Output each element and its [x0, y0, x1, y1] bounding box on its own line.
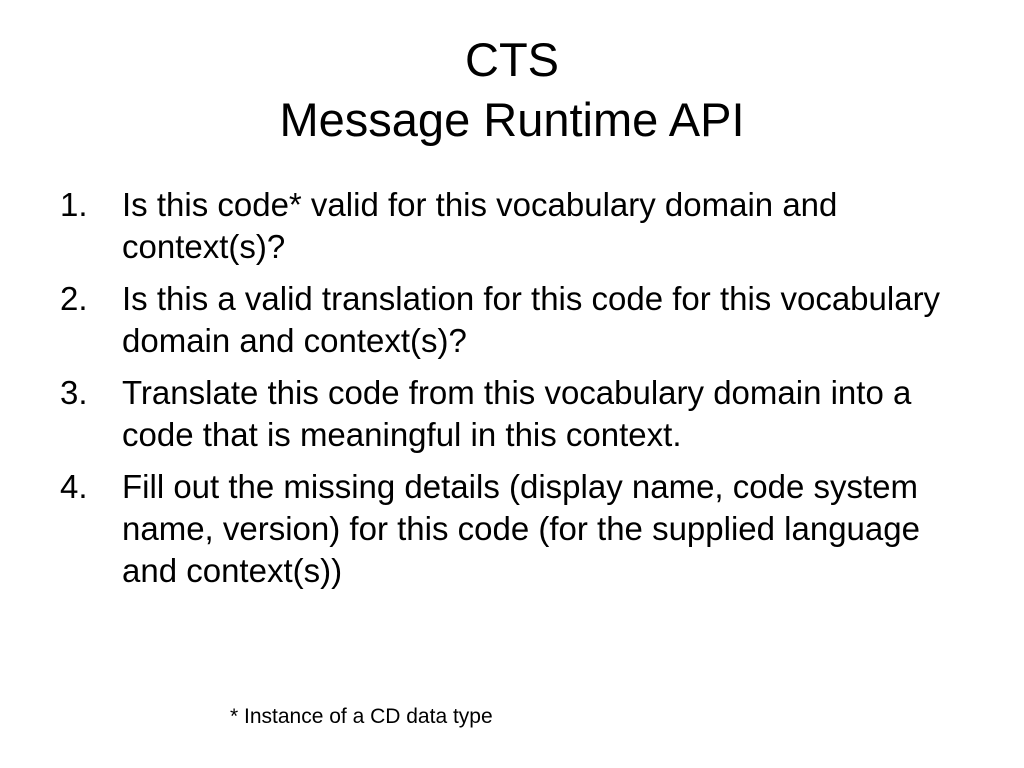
numbered-list: [60, 184, 980, 602]
list-item-text: Fill out the missing details (display name, code system name, version) for this code (for the supplied language and context(s)): [122, 468, 920, 589]
footnote: * Instance of a CD data type: [230, 705, 493, 728]
list-item: [60, 278, 980, 362]
list-item: [60, 184, 980, 268]
list-item-number: 3.: [60, 374, 88, 411]
slide-title: [0, 30, 1024, 150]
list-item: [60, 372, 980, 456]
list-item-number: 1.: [60, 186, 88, 223]
list-item: [60, 466, 980, 592]
list-item-text: Translate this code from this vocabulary domain into a code that is meaningful in this context.: [122, 374, 912, 453]
list-item-text: Is this code* valid for this vocabulary domain and context(s)?: [122, 186, 838, 265]
list-item-number: 2.: [60, 280, 88, 317]
list-item-text: Is this a valid translation for this code for this vocabulary domain and context(s)?: [122, 280, 941, 359]
list-item-number: 4.: [60, 468, 88, 505]
title-line-2: Message Runtime API: [279, 93, 745, 146]
title-line-1: CTS: [465, 33, 559, 86]
